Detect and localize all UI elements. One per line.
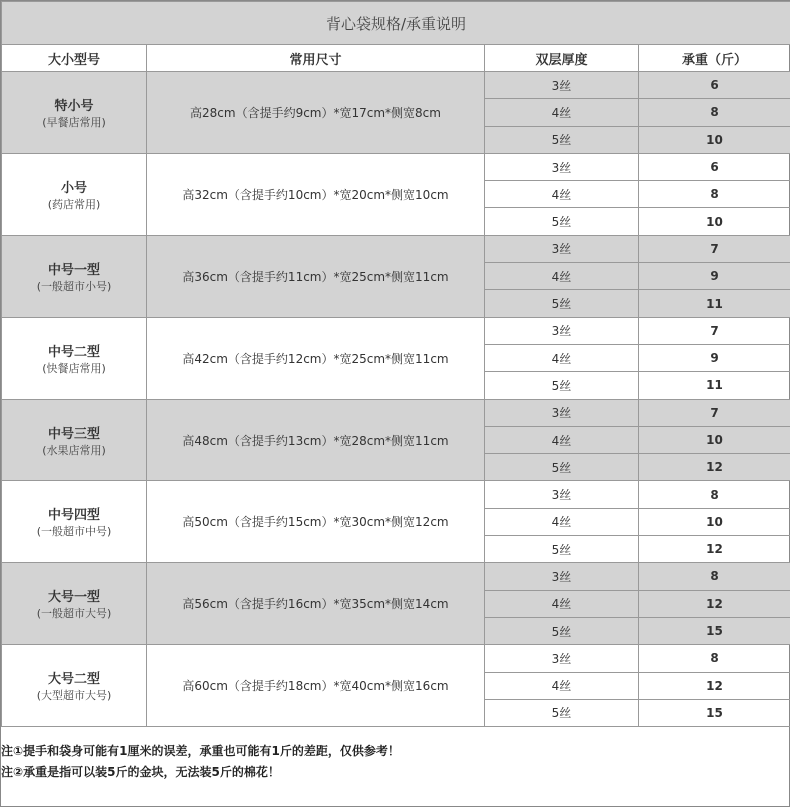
- thickness-cell: 4丝: [485, 508, 639, 535]
- load-cell: 12: [639, 536, 790, 563]
- table-row: [2, 481, 790, 508]
- thickness-cell: 3丝: [485, 317, 639, 344]
- load-cell: 8: [639, 563, 790, 590]
- model-usage: (水果店常用): [42, 443, 106, 457]
- size-cell: 高48cm（含提手约13cm）*宽28cm*侧宽11cm: [147, 399, 485, 481]
- size-cell: 高50cm（含提手约15cm）*宽30cm*侧宽12cm: [147, 481, 485, 563]
- model-cell: [2, 399, 147, 481]
- load-cell: 6: [639, 72, 790, 99]
- model-cell: [2, 153, 147, 235]
- load-cell: 7: [639, 399, 790, 426]
- load-cell: 7: [639, 235, 790, 262]
- model-cell: [2, 235, 147, 317]
- model-cell: [2, 563, 147, 645]
- notes: [1, 741, 400, 783]
- table-row: [2, 563, 790, 590]
- model-name: 特小号: [54, 98, 94, 114]
- thickness-cell: 3丝: [485, 481, 639, 508]
- note-2: 注②承重是指可以装5斤的金块，无法装5斤的棉花！: [1, 765, 280, 779]
- thickness-cell: 5丝: [485, 699, 639, 726]
- thickness-cell: 3丝: [485, 235, 639, 262]
- size-cell: 高60cm（含提手约18cm）*宽40cm*侧宽16cm: [147, 645, 485, 727]
- thickness-cell: 4丝: [485, 263, 639, 290]
- thickness-cell: 5丝: [485, 208, 639, 235]
- thickness-cell: 4丝: [485, 590, 639, 617]
- table-row: [2, 645, 790, 672]
- load-cell: 12: [639, 454, 790, 481]
- model-name: 中号四型: [47, 508, 100, 524]
- model-usage: (一般超市小号): [36, 279, 112, 293]
- size-cell: 高32cm（含提手约10cm）*宽20cm*侧宽10cm: [147, 153, 485, 235]
- size-cell: 高36cm（含提手约11cm）*宽25cm*侧宽11cm: [147, 235, 485, 317]
- load-cell: 12: [639, 672, 790, 699]
- model-name: 中号三型: [47, 426, 100, 442]
- header-size: 常用尺寸: [147, 45, 485, 72]
- thickness-cell: 3丝: [485, 563, 639, 590]
- model-usage: (药店常用): [47, 197, 101, 211]
- size-cell: 高56cm（含提手约16cm）*宽35cm*侧宽14cm: [147, 563, 485, 645]
- model-cell: [2, 317, 147, 399]
- table-title: 背心袋规格/承重说明: [2, 2, 790, 45]
- thickness-cell: 4丝: [485, 672, 639, 699]
- table-body: [2, 72, 790, 727]
- thickness-cell: 3丝: [485, 153, 639, 180]
- load-cell: 9: [639, 263, 790, 290]
- spec-table: [1, 1, 790, 727]
- table-row: [2, 153, 790, 180]
- model-name: 大号二型: [47, 672, 100, 688]
- model-cell: [2, 481, 147, 563]
- load-cell: 12: [639, 590, 790, 617]
- model-usage: (快餐店常用): [42, 361, 106, 375]
- header-model: 大小型号: [2, 45, 147, 72]
- load-cell: 10: [639, 126, 790, 153]
- load-cell: 15: [639, 699, 790, 726]
- table-row: [2, 235, 790, 262]
- load-cell: 8: [639, 481, 790, 508]
- header-thickness: 双层厚度: [485, 45, 639, 72]
- model-usage: (一般超市大号): [36, 607, 112, 621]
- model-name: 大号一型: [47, 590, 100, 606]
- model-cell: [2, 72, 147, 154]
- thickness-cell: 3丝: [485, 399, 639, 426]
- thickness-cell: 3丝: [485, 72, 639, 99]
- load-cell: 7: [639, 317, 790, 344]
- note-1: 注①提手和袋身可能有1厘米的误差，承重也可能有1斤的差距，仅供参考！: [1, 744, 400, 758]
- model-usage: (早餐店常用): [42, 115, 106, 129]
- thickness-cell: 5丝: [485, 290, 639, 317]
- model-name: 中号一型: [47, 262, 100, 278]
- thickness-cell: 4丝: [485, 181, 639, 208]
- load-cell: 11: [639, 290, 790, 317]
- load-cell: 9: [639, 344, 790, 371]
- load-cell: 10: [639, 508, 790, 535]
- thickness-cell: 4丝: [485, 99, 639, 126]
- model-usage: (大型超市大号): [36, 689, 112, 703]
- thickness-cell: 5丝: [485, 454, 639, 481]
- model-name: 中号二型: [47, 344, 100, 360]
- load-cell: 10: [639, 426, 790, 453]
- load-cell: 8: [639, 645, 790, 672]
- load-cell: 10: [639, 208, 790, 235]
- size-cell: 高28cm（含提手约9cm）*宽17cm*侧宽8cm: [147, 72, 485, 154]
- load-cell: 11: [639, 372, 790, 399]
- thickness-cell: 5丝: [485, 126, 639, 153]
- model-name: 小号: [60, 180, 87, 196]
- table-row: [2, 399, 790, 426]
- load-cell: 6: [639, 153, 790, 180]
- size-cell: 高42cm（含提手约12cm）*宽25cm*侧宽11cm: [147, 317, 485, 399]
- load-cell: 15: [639, 617, 790, 644]
- table-row: [2, 72, 790, 99]
- thickness-cell: 3丝: [485, 645, 639, 672]
- table-row: [2, 317, 790, 344]
- thickness-cell: 4丝: [485, 426, 639, 453]
- model-cell: [2, 645, 147, 727]
- load-cell: 8: [639, 99, 790, 126]
- thickness-cell: 5丝: [485, 372, 639, 399]
- thickness-cell: 4丝: [485, 344, 639, 371]
- model-usage: (一般超市中号): [36, 525, 112, 539]
- thickness-cell: 5丝: [485, 536, 639, 563]
- header-load: 承重（斤）: [639, 45, 790, 72]
- load-cell: 8: [639, 181, 790, 208]
- thickness-cell: 5丝: [485, 617, 639, 644]
